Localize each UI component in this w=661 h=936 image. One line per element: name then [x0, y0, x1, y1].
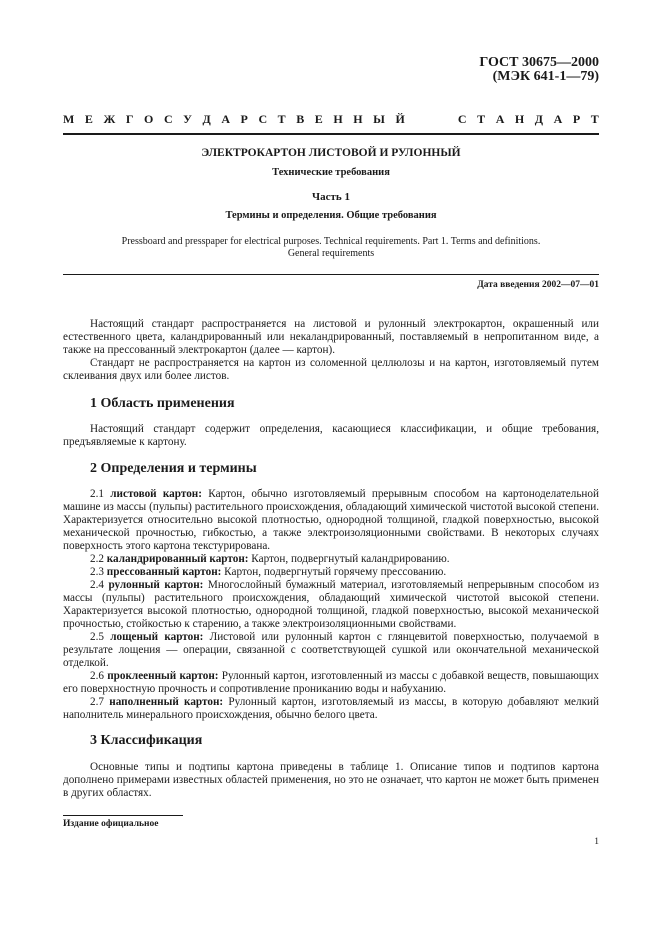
- title-divider: [63, 274, 599, 275]
- item-number: 2.3: [90, 566, 104, 578]
- english-title-line2: General requirements: [287, 248, 375, 259]
- term: листовой картон:: [110, 488, 202, 500]
- definition: Листовой или рулонный картон с глянцевитой поверхностью, получаемой в результате лощения — операции, связанной с соответствующей сушкой или окончательной механической отделкой.: [63, 631, 600, 669]
- term: каландрированный картон:: [106, 553, 249, 565]
- banner-letter: Н: [514, 112, 525, 126]
- definition-item: [63, 488, 599, 553]
- item-number: 2.1: [90, 488, 104, 500]
- section-text: Настоящий стандарт содержит определения, касающиеся классификации, и общие требования, предъявляемые к картону.: [63, 423, 599, 448]
- banner-letter: Т: [590, 112, 599, 126]
- banner-letter: С: [457, 112, 467, 126]
- banner-letter: С: [258, 112, 268, 126]
- banner-letter: О: [144, 112, 154, 126]
- definition-item: [63, 670, 599, 696]
- intro-paragraph: Настоящий стандарт распространяется на листовой и рулонный электрокартон, окрашенный или естественного цвета, каландрированный или некаландрированный, поставляемый в непропитанном виде, а также на прессованный электрокартон (далее — картон).: [63, 318, 599, 356]
- definition: Картон, подвергнутый горячему прессованию.: [224, 566, 447, 578]
- definition-item: [63, 566, 599, 579]
- document-title: ЭЛЕКТРОКАРТОН ЛИСТОВОЙ И РУЛОННЫЙ: [201, 147, 461, 159]
- banner-letter: А: [495, 112, 505, 126]
- banner-letter: Д: [202, 112, 211, 126]
- definition: Многослойный бумажный материал, изготовляемый непрерывным способом из массы (пульпы) растительного происхождения, обладающий химической чистотой высокой степени. Характеризуется высокой плотностью, однородной толщиной, гладкой поверхностью, высокой механической прочностью, стойкостью к старению, а также электроизоляционными свойствами.: [63, 579, 599, 630]
- iec-number: (МЭК 641-1—79): [492, 69, 599, 84]
- banner-letter: У: [183, 112, 192, 126]
- definition: Картон, подвергнутый каландрированию.: [251, 553, 450, 565]
- banner-letter: Д: [534, 112, 544, 126]
- banner-letter: Т: [277, 112, 286, 126]
- definition-item: [63, 696, 599, 722]
- page-number: 1: [594, 837, 599, 847]
- banner-letter: А: [221, 112, 230, 126]
- definition-item: [63, 579, 599, 631]
- banner-letter: М: [63, 112, 75, 126]
- term: лощеный картон:: [110, 631, 204, 643]
- banner-letter: Р: [240, 112, 248, 126]
- english-title-line1: Pressboard and presspaper for electrical purposes. Technical requirements. Part 1. Terms and definitions.: [121, 236, 541, 247]
- item-number: 2.5: [90, 631, 104, 643]
- banner-letter: Е: [84, 112, 93, 126]
- interstate-standard-banner: [63, 112, 599, 126]
- definition: Рулонный картон, изготовленный из массы с добавкой веществ, повышающих его поверхностную прочность и сопротивление прониканию воды и набуханию.: [63, 670, 599, 695]
- banner-letter: Т: [477, 112, 486, 126]
- section-heading: 2 Определения и термины: [90, 461, 257, 476]
- definition-item: [63, 553, 599, 566]
- term: наполненный картон:: [109, 696, 224, 708]
- item-number: 2.4: [90, 579, 104, 591]
- standard-number: ГОСТ 30675—2000: [479, 55, 599, 70]
- banner-letter: Н: [353, 112, 363, 126]
- section-heading: 1 Область применения: [90, 396, 235, 411]
- english-title: [63, 236, 599, 260]
- standard-designation: [479, 56, 599, 84]
- banner-letter: Е: [314, 112, 323, 126]
- introduction-date: Дата введения 2002—07—01: [477, 280, 599, 290]
- definition: Картон, обычно изготовляемый прерывным способом на картоноделательной машине из массы (пульпы) растительного происхождения, обладающий химической чистотой высокой степени. Характеризуется относительно высокой плотностью, однородной толщиной, гладкой поверхностью, высокой механической прочностью, гибкостью, а также электроизоляционными свойствами. В некоторых случаях поверхность этого картона текстурирована.: [63, 488, 599, 552]
- banner-word-gap: [415, 112, 447, 126]
- item-number: 2.7: [90, 696, 104, 708]
- part-label: Часть 1: [312, 191, 350, 203]
- term: прессованный картон:: [106, 566, 222, 578]
- section-text: Основные типы и подтипы картона приведены в таблице 1. Описание типов и подтипов картона дополнено примерами известных областей применения, но это не означает, что картон не может быть применен в других областях.: [63, 761, 599, 799]
- top-divider: [63, 133, 599, 135]
- document-subtitle: Технические требования: [272, 167, 390, 178]
- banner-letter: Ы: [373, 112, 385, 126]
- banner-letter: А: [553, 112, 563, 126]
- intro-paragraph: Стандарт не распространяется на картон из соломенной целлюлозы и на картон, изготовляемый путем склеивания двух или более листов.: [63, 357, 599, 382]
- banner-letter: Г: [125, 112, 134, 126]
- item-number: 2.6: [90, 670, 104, 682]
- item-number: 2.2: [90, 553, 104, 565]
- footer-divider: [63, 815, 183, 816]
- term: рулонный картон:: [108, 579, 204, 591]
- banner-letter: Й: [395, 112, 405, 126]
- banner-letter: Р: [572, 112, 581, 126]
- banner-letter: Н: [333, 112, 343, 126]
- banner-letter: С: [163, 112, 173, 126]
- definition-item: [63, 631, 599, 670]
- official-edition-label: Издание официальное: [63, 819, 159, 829]
- part-title: Термины и определения. Общие требования: [225, 210, 437, 221]
- definition: Рулонный картон, изготовляемый из массы, в которую добавляют мелкий наполнитель минерального происхождения, обычно белого цвета.: [63, 696, 600, 721]
- section-heading: 3 Классификация: [90, 733, 203, 748]
- term: проклеенный картон:: [107, 670, 219, 682]
- banner-letter: В: [296, 112, 305, 126]
- banner-letter: Ж: [103, 112, 116, 126]
